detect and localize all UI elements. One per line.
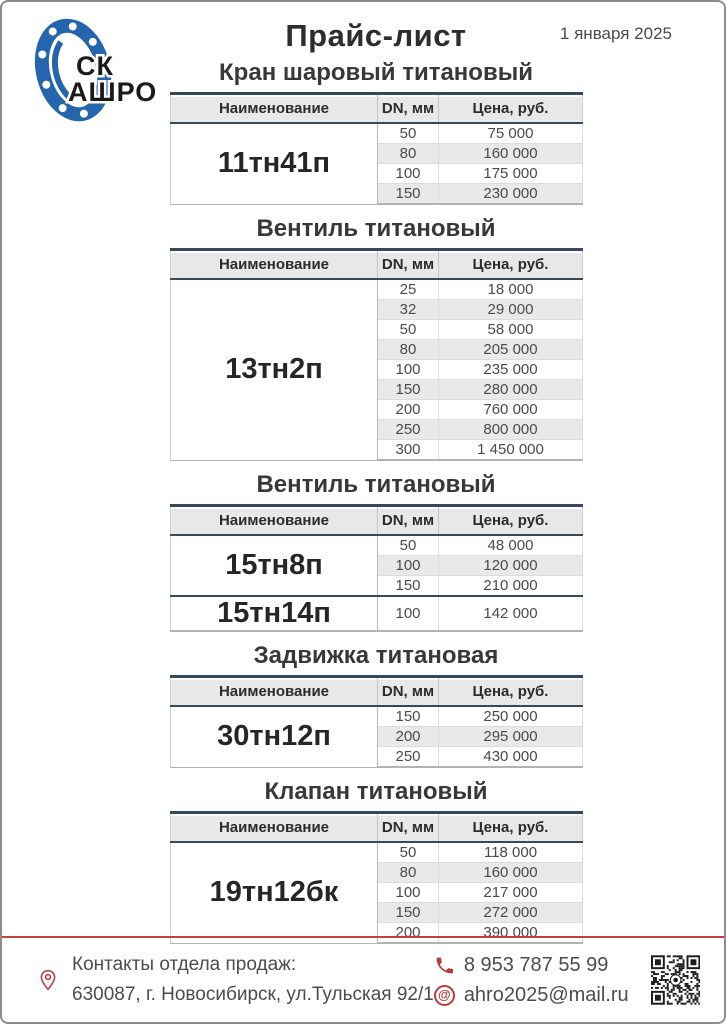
section-heading: Вентиль титановый: [256, 215, 496, 242]
phone-icon: [434, 955, 455, 976]
price-cell: 120 000: [439, 556, 583, 576]
dn-cell: 50: [378, 123, 439, 144]
table-row: [171, 535, 583, 556]
price-cell: 272 000: [439, 903, 583, 923]
price-table: [170, 248, 583, 461]
qr-code: [651, 943, 700, 1017]
product-name-cell: 19тн12бк: [171, 842, 378, 943]
table-header-row: [171, 250, 583, 280]
price-section: [170, 59, 582, 205]
price-cell: 160 000: [439, 144, 583, 164]
dn-cell: 100: [378, 596, 439, 631]
phone-number: 8 953 787 55 99: [463, 954, 609, 976]
price-cell: 235 000: [439, 360, 583, 380]
email-address: ahro2025@mail.ru: [463, 984, 629, 1006]
price-cell: 210 000: [439, 576, 583, 597]
location-pin-icon: [38, 960, 58, 1000]
table-header-row: [171, 506, 583, 536]
price-cell: 29 000: [439, 300, 583, 320]
price-cell: 118 000: [439, 842, 583, 863]
dn-cell: 150: [378, 706, 439, 727]
dn-cell: 250: [378, 747, 439, 768]
dn-column-header: DN, мм: [378, 94, 439, 124]
dn-cell: 150: [378, 184, 439, 205]
price-cell: 800 000: [439, 420, 583, 440]
price-cell: 48 000: [439, 535, 583, 556]
dn-cell: 100: [378, 883, 439, 903]
product-name-cell: 15тн14п: [171, 596, 378, 631]
price-table: [170, 504, 583, 632]
reach-block: [434, 950, 629, 1010]
dn-cell: 300: [378, 440, 439, 461]
price-table: [170, 811, 583, 944]
dn-cell: 25: [378, 279, 439, 300]
section-heading: Вентиль титановый: [256, 471, 496, 498]
price-column-header: Цена, руб.: [439, 677, 583, 707]
dn-cell: 80: [378, 863, 439, 883]
price-cell: 430 000: [439, 747, 583, 768]
price-cell: 175 000: [439, 164, 583, 184]
content-column: [170, 2, 582, 944]
price-cell: 205 000: [439, 340, 583, 360]
page-title: Прайс-лист: [285, 18, 467, 53]
price-column-header: Цена, руб.: [439, 813, 583, 843]
dn-cell: 50: [378, 842, 439, 863]
price-cell: 390 000: [439, 923, 583, 944]
section-heading: Задвижка титановая: [253, 642, 499, 669]
price-cell: 1 450 000: [439, 440, 583, 461]
price-cell: 250 000: [439, 706, 583, 727]
section-heading: Кран шаровый титановый: [219, 59, 533, 86]
table-header-row: [171, 677, 583, 707]
price-cell: 217 000: [439, 883, 583, 903]
address: 630087, г. Новосибирск, ул.Тульская 92/1: [72, 984, 434, 1005]
dn-cell: 50: [378, 320, 439, 340]
price-section: [170, 215, 582, 461]
price-cell: 295 000: [439, 727, 583, 747]
price-cell: 280 000: [439, 380, 583, 400]
price-cell: 160 000: [439, 863, 583, 883]
price-table: [170, 92, 583, 205]
price-column-header: Цена, руб.: [439, 94, 583, 124]
product-name-cell: 13тн2п: [171, 279, 378, 460]
product-name-cell: 11тн41п: [171, 123, 378, 204]
price-section: [170, 778, 582, 944]
price-cell: 18 000: [439, 279, 583, 300]
price-cell: 230 000: [439, 184, 583, 205]
price-cell: 75 000: [439, 123, 583, 144]
dn-cell: 100: [378, 164, 439, 184]
product-name-cell: 15тн8п: [171, 535, 378, 596]
table-row: [171, 596, 583, 631]
price-column-header: Цена, руб.: [439, 506, 583, 536]
dn-cell: 80: [378, 340, 439, 360]
name-column-header: Наименование: [171, 506, 378, 536]
dn-cell: 200: [378, 923, 439, 944]
dn-cell: 200: [378, 400, 439, 420]
logo-text-line2: АШРО: [68, 77, 158, 107]
company-logo: [16, 8, 166, 123]
table-row: [171, 706, 583, 727]
dn-cell: 150: [378, 380, 439, 400]
table-header-row: [171, 813, 583, 843]
name-column-header: Наименование: [171, 813, 378, 843]
price-cell: 142 000: [439, 596, 583, 631]
dn-cell: 50: [378, 535, 439, 556]
price-section: [170, 642, 582, 768]
price-table: [170, 675, 583, 768]
email-icon: @: [434, 985, 455, 1006]
dn-cell: 100: [378, 360, 439, 380]
logo-text-line1: СК: [76, 51, 114, 81]
dn-cell: 150: [378, 576, 439, 597]
name-column-header: Наименование: [171, 250, 378, 280]
product-name-cell: 30тн12п: [171, 706, 378, 767]
date-label: 1 января 2025: [559, 24, 672, 43]
dn-cell: 100: [378, 556, 439, 576]
name-column-header: Наименование: [171, 677, 378, 707]
contacts-label: Контакты отдела продаж:: [72, 954, 297, 975]
table-row: [171, 123, 583, 144]
table-row: [171, 279, 583, 300]
name-column-header: Наименование: [171, 94, 378, 124]
price-section: [170, 471, 582, 632]
section-heading: Клапан титановый: [264, 778, 488, 805]
dn-column-header: DN, мм: [378, 506, 439, 536]
dn-column-header: DN, мм: [378, 250, 439, 280]
price-cell: 760 000: [439, 400, 583, 420]
dn-column-header: DN, мм: [378, 813, 439, 843]
sections-container: [170, 59, 582, 944]
dn-cell: 150: [378, 903, 439, 923]
dn-cell: 250: [378, 420, 439, 440]
table-row: [171, 842, 583, 863]
dn-column-header: DN, мм: [378, 677, 439, 707]
footer: [2, 938, 724, 1022]
dn-cell: 32: [378, 300, 439, 320]
dn-cell: 80: [378, 144, 439, 164]
dn-cell: 200: [378, 727, 439, 747]
price-cell: 58 000: [439, 320, 583, 340]
table-header-row: [171, 94, 583, 124]
price-column-header: Цена, руб.: [439, 250, 583, 280]
